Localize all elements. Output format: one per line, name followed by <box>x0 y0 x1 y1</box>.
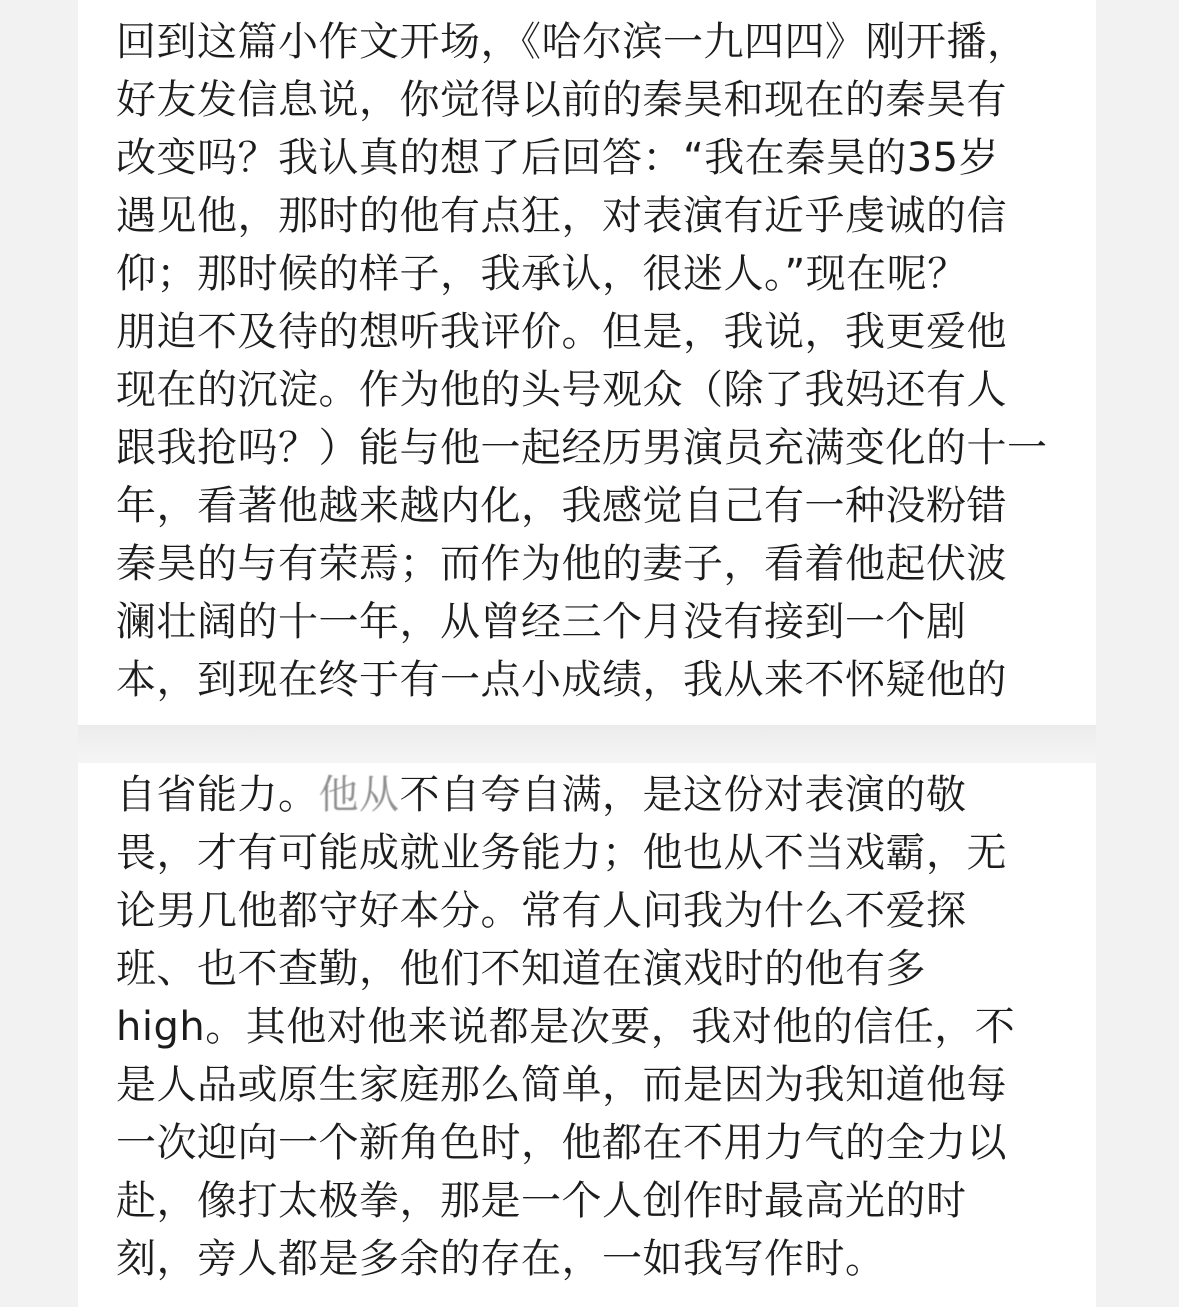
text-line: 是人品或原生家庭那么简单，而是因为我知道他每 <box>116 1062 1007 1108</box>
text-line: 畏，才有可能成就业务能力；他也从不当戏霸，无 <box>116 830 1007 876</box>
text-segment: 不自夸自满，是这份对表演的敬 <box>399 772 967 818</box>
text-segment: 自省能力。 <box>116 772 319 818</box>
text-panel-bottom <box>78 763 1096 1307</box>
text-line: 一次迎向一个新角色时，他都在不用力气的全力以 <box>116 1120 1007 1166</box>
text-line: 跟我抢吗？）能与他一起经历男演员充满变化的十一 <box>116 425 1048 471</box>
text-line: 赴，像打太极拳，那是一个人创作时最高光的时 <box>116 1178 967 1224</box>
screenshot-seam <box>78 725 1096 763</box>
text-line: 改变吗？我认真的想了后回答：“我在秦昊的35岁 <box>116 135 1000 181</box>
text-line: 回到这篇小作文开场，《哈尔滨一九四四》刚开播， <box>116 19 1028 65</box>
text-line: 朋迫不及待的想听我评价。但是，我说，我更爱他 <box>116 309 1007 355</box>
text-line: 好友发信息说，你觉得以前的秦昊和现在的秦昊有 <box>116 77 1007 123</box>
text-line-first <box>116 767 967 823</box>
text-line: 现在的沉淀。作为他的头号观众（除了我妈还有人 <box>116 367 1007 413</box>
text-line: 刻，旁人都是多余的存在，一如我写作时。 <box>116 1236 886 1282</box>
text-line: 年，看著他越来越内化，我感觉自己有一种没粉错 <box>116 483 1007 529</box>
text-panel-top <box>78 0 1096 725</box>
text-line: 论男几他都守好本分。常有人问我为什么不爱探 <box>116 888 967 934</box>
obscured-text: 他从 <box>318 772 400 818</box>
text-line: 本，到现在终于有一点小成绩，我从来不怀疑他的 <box>116 657 1007 703</box>
text-line: 澜壮阔的十一年，从曾经三个月没有接到一个剧 <box>116 599 967 645</box>
text-line: 秦昊的与有荣焉；而作为他的妻子，看着他起伏波 <box>116 541 1007 587</box>
text-line: 班、也不查勤，他们不知道在演戏时的他有多 <box>116 946 926 992</box>
text-line: high。其他对他来说都是次要，我对他的信任，不 <box>116 1004 1016 1050</box>
text-line: 仰；那时候的样子，我承认，很迷人。”现在呢？ <box>116 251 968 297</box>
text-line: 遇见他，那时的他有点狂，对表演有近乎虔诚的信 <box>116 193 1007 239</box>
